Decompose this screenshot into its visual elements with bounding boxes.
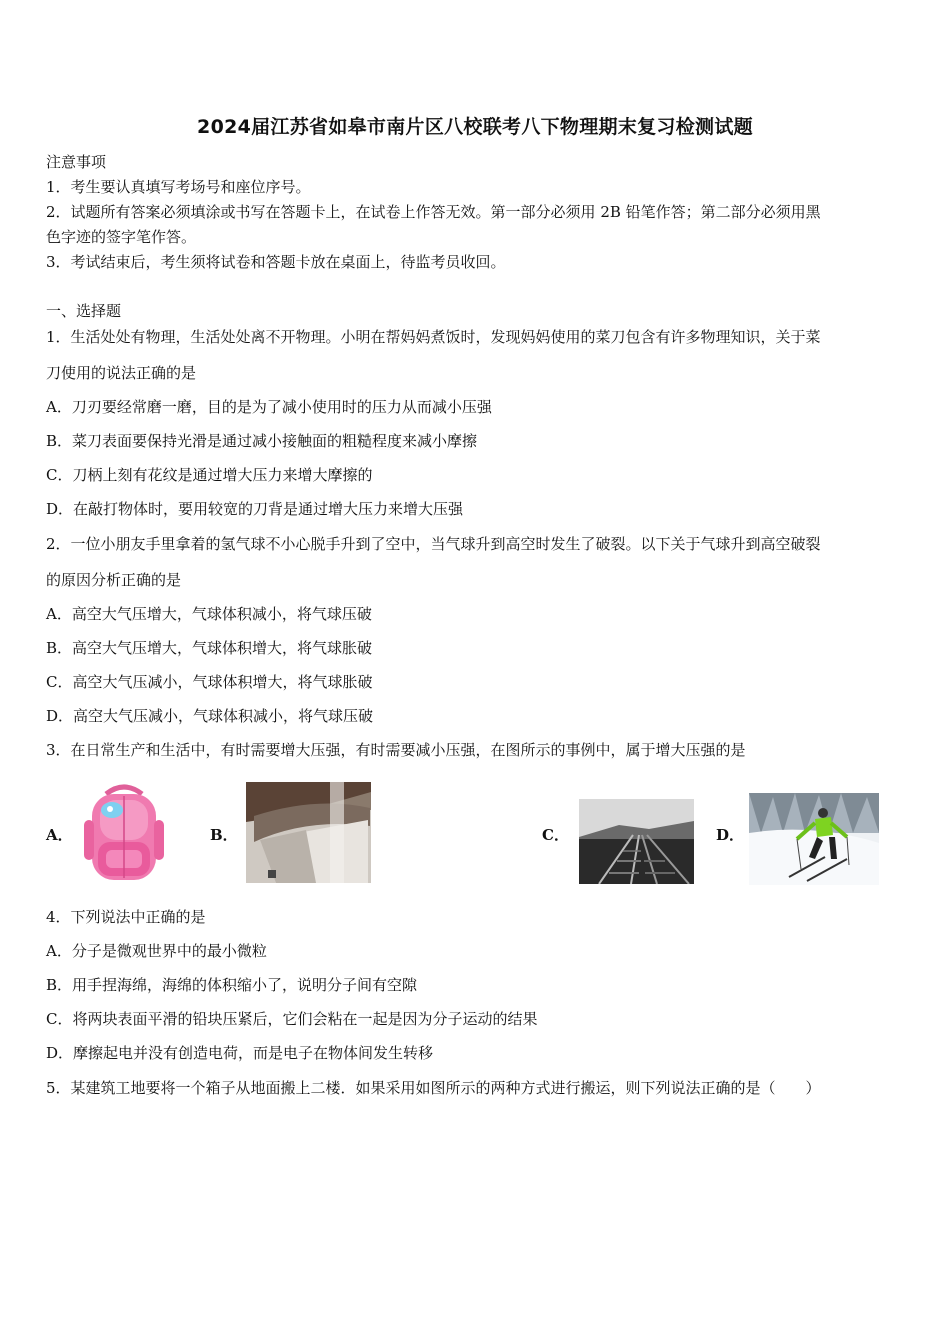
q4-option-b: B．用手捏海绵，海绵的体积缩小了，说明分子间有空隙	[46, 976, 418, 994]
q1-stem: 1．生活处处有物理，生活处处离不开物理。小明在帮妈妈煮饭时，发现妈妈使用的菜刀包含有许多物理知识，关于菜	[46, 328, 821, 346]
q1-option-a: A．刀刃要经常磨一磨，目的是为了减小使用时的压力从而减小压强	[46, 398, 492, 416]
q4-stem: 4．下列说法中正确的是	[46, 908, 206, 926]
q2-option-b: B．高空大气压增大，气球体积增大，将气球胀破	[46, 639, 373, 657]
q2-stem-cont: 的原因分析正确的是	[46, 571, 182, 589]
page-title: 2024届江苏省如皋市南片区八校联考八下物理期末复习检测试题	[197, 116, 753, 138]
q1-option-b: B．菜刀表面要保持光滑是通过减小接触面的粗糙程度来减小摩擦	[46, 432, 478, 450]
knife-image	[246, 782, 371, 883]
q3-label-a: A．	[46, 826, 73, 844]
backpack-image	[76, 780, 172, 886]
q5-stem: 5．某建筑工地要将一个箱子从地面搬上二楼．如果采用如图所示的两种方式进行搬运，则下列说法正确的是（ ）	[46, 1079, 821, 1097]
section-heading: 一、选择题	[46, 302, 122, 320]
q4-option-a: A．分子是微观世界中的最小微粒	[46, 942, 267, 960]
q2-stem: 2．一位小朋友手里拿着的氢气球不小心脱手升到了空中，当气球升到高空时发生了破裂。以下关于气球升到高空破裂	[46, 535, 821, 553]
q1-stem-cont: 刀使用的说法正确的是	[46, 364, 197, 382]
q3-label-c: C．	[542, 826, 569, 844]
notice-heading: 注意事项	[46, 153, 107, 171]
q4-option-d: D．摩擦起电并没有创造电荷，而是电子在物体间发生转移	[46, 1044, 434, 1062]
q3-label-b: B．	[210, 826, 238, 844]
q2-option-a: A．高空大气压增大，气球体积减小，将气球压破	[46, 605, 372, 623]
notice-item: 2．试题所有答案必须填涂或书写在答题卡上，在试卷上作答无效。第一部分必须用 2B 铅笔作答；第二部分必须用黑	[46, 203, 821, 221]
notice-item: 3．考试结束后，考生须将试卷和答题卡放在桌面上，待监考员收回。	[46, 253, 506, 271]
q1-option-d: D．在敲打物体时，要用较宽的刀背是通过增大压力来增大压强	[46, 500, 464, 518]
notice-item: 色字迹的签字笔作答。	[46, 228, 197, 246]
q4-option-c: C．将两块表面平滑的铅块压紧后，它们会粘在一起是因为分子运动的结果	[46, 1010, 538, 1028]
railway-image	[579, 799, 694, 884]
q3-stem: 3．在日常生产和生活中，有时需要增大压强，有时需要减小压强，在图所示的事例中，属于增大压强的是	[46, 741, 746, 759]
q1-option-c: C．刀柄上刻有花纹是通过增大压力来增大摩擦的	[46, 466, 373, 484]
notice-item: 1．考生要认真填写考场号和座位序号。	[46, 178, 311, 196]
q3-label-d: D．	[716, 826, 745, 844]
q2-option-d: D．高空大气压减小，气球体积减小，将气球压破	[46, 707, 374, 725]
skier-image	[749, 793, 879, 885]
q2-option-c: C．高空大气压减小，气球体积增大，将气球胀破	[46, 673, 373, 691]
